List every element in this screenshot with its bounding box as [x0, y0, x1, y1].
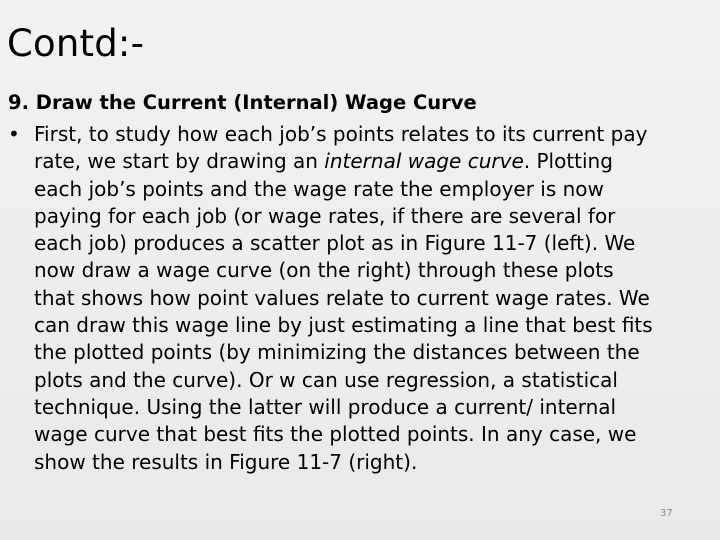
slide-number: 37 — [660, 508, 673, 519]
paragraph-line: now draw a wage curve (on the right) through these plots — [34, 258, 614, 283]
text-segment: rate, we start by drawing an — [34, 149, 325, 174]
paragraph-line — [34, 148, 718, 175]
italic-term: internal wage curve — [324, 149, 524, 174]
paragraph-line: that shows how point values relate to current wage rates. We — [34, 285, 650, 310]
paragraph-line: First, to study how each job’s points relates to its current pay — [34, 122, 648, 146]
slide-title: Contd:- — [7, 22, 145, 65]
paragraph-line: the plotted points (by minimizing the distances between the — [34, 340, 640, 365]
bullet-paragraph — [34, 121, 718, 476]
paragraph-line: can draw this wage line by just estimating a line that best fits — [34, 313, 653, 338]
paragraph-line: each job) produces a scatter plot as in Figure 11-7 (left). We — [34, 231, 636, 256]
paragraph-line: plots and the curve). Or w can use regression, a statistical — [34, 367, 618, 392]
bullet-marker: • — [8, 122, 20, 146]
text-segment: . Plotting — [523, 149, 613, 174]
paragraph-line: wage curve that best fits the plotted points. In any case, we — [34, 422, 637, 447]
paragraph-line: each job’s points and the wage rate the employer is now — [34, 176, 604, 201]
paragraph-line: technique. Using the latter will produce a current/ internal — [34, 394, 617, 419]
paragraph-line: show the results in Figure 11-7 (right). — [34, 449, 418, 474]
section-heading: 9. Draw the Current (Internal) Wage Curve — [8, 91, 477, 114]
paragraph-line: paying for each job (or wage rates, if there are several for — [34, 203, 616, 228]
